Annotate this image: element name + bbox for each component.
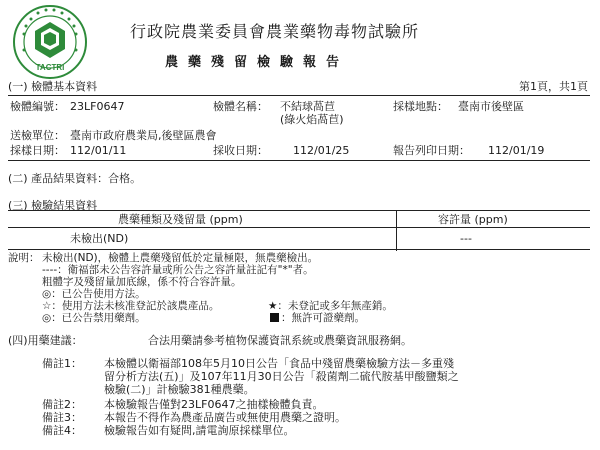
print-date-value: 112/01/19 — [488, 144, 545, 157]
report-title: 農藥殘留檢驗報告 — [165, 55, 350, 70]
note-line-6-block — [268, 312, 365, 325]
remark3-text: 本報告不得作為農產品廣告或無使用農藥之證明。 — [104, 411, 346, 424]
sample-id-label: 檢體編號： — [10, 100, 65, 113]
remark4-label: 備註4： — [42, 424, 82, 437]
remark3-label: 備註3： — [42, 411, 82, 424]
section2-heading: (二) 產品結果資料：合格。 — [8, 172, 142, 185]
notes-label: 說明： — [8, 252, 40, 264]
col-header-residue: 農藥種類及殘留量 (ppm) — [118, 213, 243, 226]
note-line-5b: ★：未登記或多年無產銷。 — [268, 300, 393, 312]
location-label: 採樣地點： — [393, 100, 448, 113]
remark2-label: 備註2： — [42, 398, 82, 411]
section3-heading: (三) 檢驗結果資料 — [8, 199, 98, 212]
location-value: 臺南市後壁區 — [458, 100, 524, 113]
table-bottom-border — [8, 249, 590, 250]
page-info: 第1頁，共1頁 — [519, 80, 588, 93]
note-line-4: ◎：已公告使用方法。 — [42, 288, 146, 300]
section4-text: 合法用藥請參考植物保護資訊系統或農藥資訊服務網。 — [148, 334, 412, 347]
col-header-tolerance: 容許量 (ppm) — [438, 213, 508, 226]
note-line-1: 未檢出(ND)，檢體上農藥殘留低於定量極限，無農藥檢出。 — [42, 252, 319, 264]
remark4-text: 檢驗報告如有疑問,請電詢原採樣單位。 — [104, 424, 295, 437]
unit-value: 臺南市政府農業局,後壁區農會 — [70, 129, 217, 142]
note-line-3: 粗體字及殘留量加底線，係不符合容許量。 — [42, 276, 242, 288]
sample-name-value: 不結球萵苣 — [280, 100, 335, 113]
note-line-2: ----：衛福部未公告容許量或所公告之容許量註記有"*"者。 — [42, 264, 314, 276]
logo-abbr: TACTRI — [35, 63, 65, 72]
table-column-divider — [396, 211, 397, 251]
note-line-5a: ☆：使用方法未核准登記於該農產品。 — [42, 300, 220, 312]
remark2-text: 本檢驗報告僅對23LF0647之抽樣檢體負責。 — [104, 398, 324, 411]
remark1-label: 備註1： — [42, 357, 82, 370]
black-square-icon — [270, 313, 279, 322]
section1-heading: (一) 檢體基本資料 — [8, 80, 98, 93]
print-date-label: 報告列印日期： — [393, 144, 470, 157]
result-table — [8, 210, 590, 251]
sample-name-label: 檢體名稱： — [213, 100, 268, 113]
section4-heading: (四)用藥建議： — [8, 334, 83, 347]
sample-name-sub: (綠火焰萵苣) — [280, 113, 344, 126]
institute-title: 行政院農業委員會農業藥物毒物試驗所 — [130, 22, 420, 41]
receive-date-value: 112/01/25 — [293, 144, 350, 157]
sample-info-table — [8, 95, 590, 161]
note-line-6a: ◎：已公告禁用藥劑。 — [42, 312, 146, 324]
result-cell-residue: 未檢出(ND) — [70, 232, 129, 245]
sample-date-value: 112/01/11 — [70, 144, 127, 157]
receive-date-label: 採收日期： — [213, 144, 268, 157]
remark1-line2: 留分析方法(五)」及107年11月30日公告「殺菌劑二硫代胺基甲酸鹽類之 — [104, 370, 459, 383]
sample-date-label: 採樣日期： — [10, 144, 65, 157]
note-line-6b: ：無許可證藥劑。 — [281, 312, 365, 324]
unit-label: 送檢單位： — [10, 129, 65, 142]
remark1-line3: 檢驗(二)」計檢驗381種農藥。 — [104, 383, 255, 396]
result-cell-tolerance: --- — [460, 232, 472, 245]
remark1-line1: 本檢體以衛福部108年5月10日公告「食品中殘留農藥檢驗方法－多重殘 — [104, 357, 454, 370]
sample-id-value: 23LF0647 — [70, 100, 125, 113]
table-row-divider — [8, 227, 590, 228]
tactri-logo — [12, 4, 88, 80]
